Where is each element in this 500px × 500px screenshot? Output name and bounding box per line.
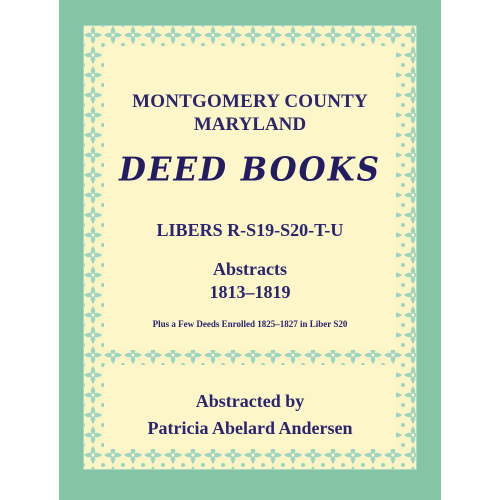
note-line: Plus a Few Deeds Enrolled 1825–1827 in Liber S20 bbox=[152, 319, 348, 329]
author-panel bbox=[104, 365, 396, 449]
state-title: MARYLAND bbox=[193, 114, 307, 135]
title-panel bbox=[104, 46, 396, 350]
year-range: 1813–1819 bbox=[209, 282, 291, 302]
abstracts-label: Abstracts bbox=[213, 259, 287, 279]
abstracted-by-label: Abstracted by bbox=[195, 391, 305, 411]
author-name: Patricia Abelard Andersen bbox=[147, 418, 353, 438]
county-title: MONTGOMERY COUNTY bbox=[132, 91, 368, 112]
ornamental-border bbox=[83, 25, 417, 470]
libers-subtitle: LIBERS R-S19-S20-T-U bbox=[156, 220, 344, 240]
main-title: DEED BOOKS bbox=[119, 151, 381, 189]
book-cover bbox=[59, 0, 441, 500]
